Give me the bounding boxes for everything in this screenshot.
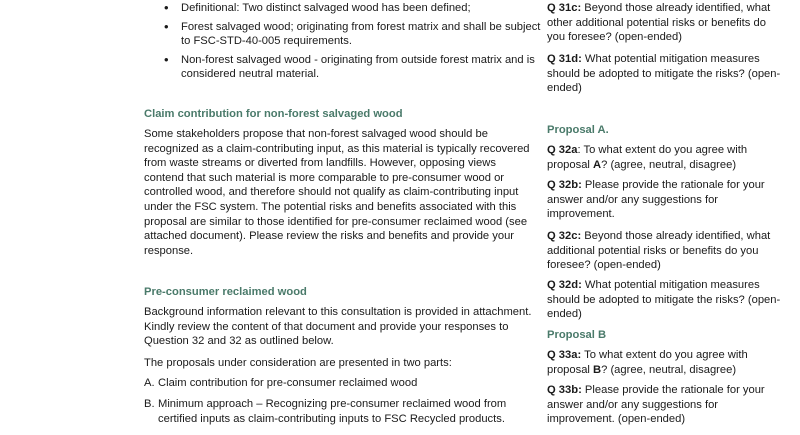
bullet-list xyxy=(164,1,544,86)
question-32b xyxy=(547,178,787,222)
question-label: Q 33b: xyxy=(547,384,582,396)
question-text: Beyond those already identified, what additional potential risks or benefits do you foresee? (open-ended) xyxy=(547,230,771,272)
question-33b xyxy=(547,383,787,427)
question-text: ? (agree, neutral, disagree) xyxy=(601,363,737,376)
question-text: Beyond those already identified, what other additional potential risks or benefits do you foresee? (open-ended) xyxy=(547,2,771,44)
question-text: ? (agree, neutral, disagree) xyxy=(601,158,737,171)
section-body-non-forest: Some stakeholders propose that non-forest salvaged wood should be recognized as a claim-contributing input, as this material is typically recovered from waste streams or diverted from landfills. However, opposing views contend that such material is more comparable to pre-consumer wood or controlled wood, and therefore should not qualify as claim-contributing input under the FSC system. The potential risks and benefits associated with this proposal are similar to those identified for pre-consumer reclaimed wood (see attached document). Please review the risks and benefits and provide your response. xyxy=(144,128,530,257)
question-label: Q 32a xyxy=(547,144,578,156)
question-text: What potential mitigation measures should be adopted to mitigate the risks? (open-ended) xyxy=(547,279,781,321)
question-label: Q 32d: xyxy=(547,279,582,291)
question-text: : To what extent do you agree with proposal xyxy=(547,144,748,171)
section-body-pre-consumer: Background information relevant to this consultation is provided in attachment. Kindly review the content of that document and provide your responses to Question 32 and 32 as outlined below. xyxy=(144,306,532,348)
question-text: Please provide the rationale for your answer and/or any suggestions for improvement. (open-ended) xyxy=(547,384,765,426)
list-item xyxy=(144,376,536,391)
question-label: Q 31d: xyxy=(547,53,582,65)
list-item-text: Minimum approach – Recognizing pre-consumer reclaimed wood from certified inputs as claim-contributing inputs to FSC Recycled products. xyxy=(158,398,507,425)
question-label: Q 33a: xyxy=(547,349,582,361)
list-item-label: A. xyxy=(144,377,155,389)
proposal-a-heading: Proposal A. xyxy=(547,124,609,136)
section-body-proposals-intro: The proposals under consideration are presented in two parts: xyxy=(144,357,452,369)
question-32c xyxy=(547,229,787,273)
question-label: Q 32b: xyxy=(547,179,582,191)
list-item-text: Claim contribution for pre-consumer reclaimed wood xyxy=(158,377,418,389)
list-item xyxy=(144,397,536,426)
section-heading-non-forest: Claim contribution for non-forest salvaged wood xyxy=(144,108,403,120)
question-31c xyxy=(547,1,787,45)
list-item-label: B. xyxy=(144,398,155,410)
bullet-item: • Forest salvaged wood; originating from forest matrix and shall be subject to FSC-STD-40-005 requirements. xyxy=(164,20,544,49)
bullet-item: • Non-forest salvaged wood - originating from outside forest matrix and is considered neutral material. xyxy=(164,53,544,82)
question-label: Q 32c: xyxy=(547,230,582,242)
bullet-item: • Definitional: Two distinct salvaged wood has been defined; xyxy=(164,1,544,16)
section-heading-pre-consumer: Pre-consumer reclaimed wood xyxy=(144,286,307,298)
question-32d xyxy=(547,278,787,322)
question-32a xyxy=(547,143,787,172)
question-text: To what extent do you agree with proposal xyxy=(547,349,748,376)
proposal-b-heading: Proposal B xyxy=(547,329,607,341)
question-emphasis: A xyxy=(593,158,602,171)
question-emphasis: B xyxy=(593,363,602,376)
question-33a xyxy=(547,348,787,377)
question-label: Q 31c: xyxy=(547,2,582,14)
question-text: What potential mitigation measures should be adopted to mitigate the risks? (open-ended) xyxy=(547,53,781,95)
question-text: Please provide the rationale for your answer and/or any suggestions for improvement. xyxy=(547,179,765,221)
question-31d xyxy=(547,52,787,96)
